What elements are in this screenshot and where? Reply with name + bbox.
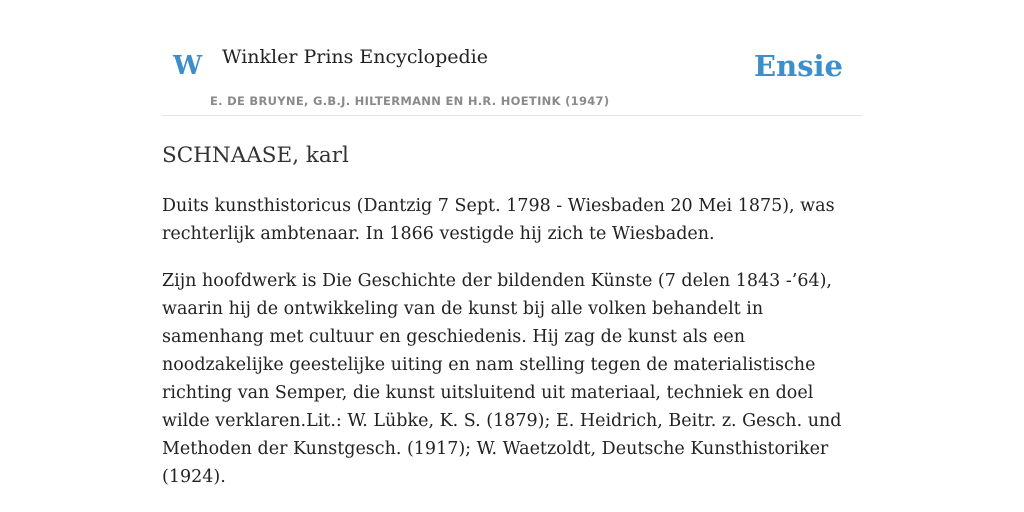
winkler-prins-logo[interactable]: W [173,51,203,81]
article-paragraph: Zijn hoofdwerk is Die Geschichte der bildenden Künste (7 delen 1843 -’64), waarin hij de ontwikkeling van de kunst bij alle volken behandelt in samenhang met cultuur en geschiedenis. Hij zag de kunst als een noodzakelijke geestelijke uiting en nam stelling tegen de materialistische richting van Semper, die kunst uitsluitend uit materiaal, techniek en doel wilde verklaren.Lit.: W. Lübke, K. S. (1879); E. Heidrich, Beitr. z. Gesch. und Methoden der Kunstgesch. (1917); W. Waetzoldt, Deutsche Kunsthistoriker (1924). [162,270,842,487]
site-header [162,0,862,116]
entry-title: SCHNAASE, karl [162,143,349,168]
article [162,142,862,491]
encyclopedia-title[interactable]: Winkler Prins Encyclopedie [222,46,488,68]
article-paragraph: Duits kunsthistoricus (Dantzig 7 Sept. 1798 - Wiesbaden 20 Mei 1875), was rechterlijk ambtenaar. In 1866 vestigde hij zich te Wiesbaden. [162,195,835,244]
authors-line: E. DE BRUYNE, G.B.J. HILTERMANN EN H.R. HOETINK (1947) [210,94,610,108]
page-container [162,0,862,491]
ensie-logo-link[interactable]: Ensie [754,49,843,83]
